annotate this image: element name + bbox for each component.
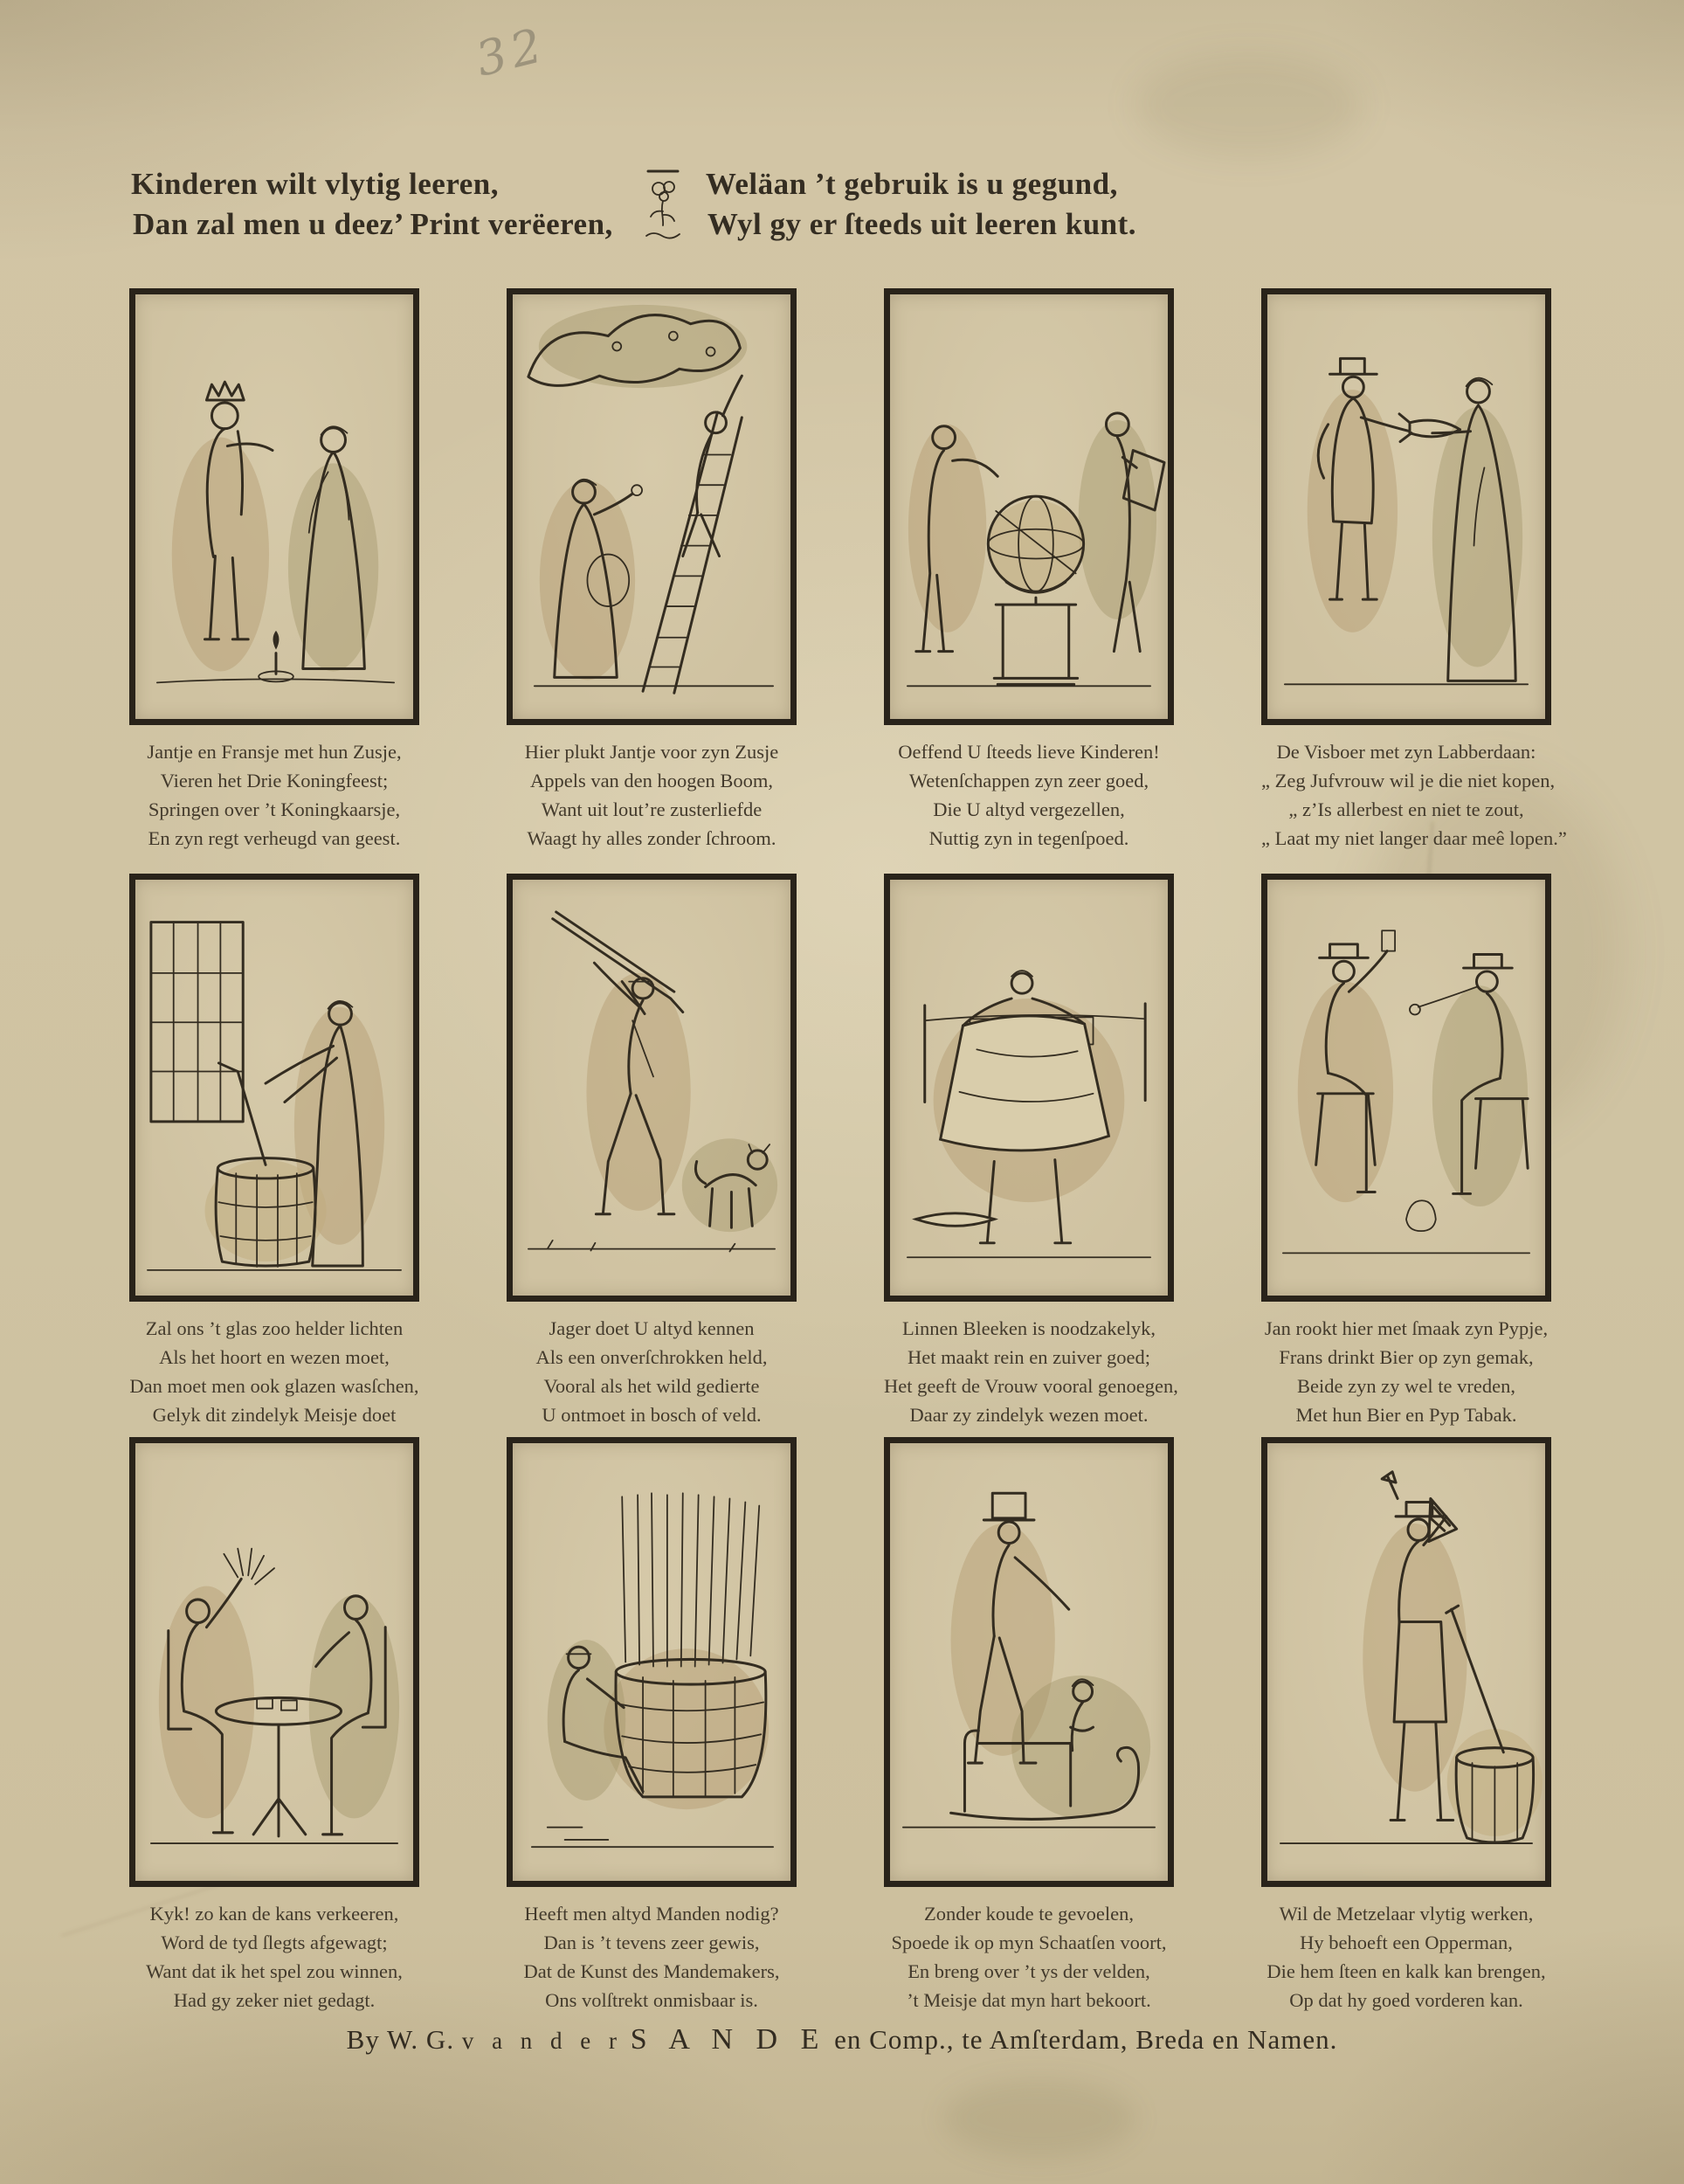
panel-cell-sleigh [884, 1437, 1174, 2015]
verse-bleaching [884, 1314, 1178, 1429]
panel-cell-globe [884, 288, 1174, 853]
verse-line: Spoede ik op myn Schaatſen voort, [891, 1932, 1167, 1953]
verse-line: Het maakt rein en zuiver goed; [907, 1346, 1150, 1368]
pencil-inventory-note: 32 [470, 17, 553, 87]
title-verse-right [706, 164, 1136, 245]
verse-globe [884, 737, 1174, 853]
panel-row-2 [129, 874, 1551, 1429]
panel-row-3 [129, 1437, 1551, 2015]
verse-line: ’t Meisje dat myn hart bekoort. [907, 1989, 1151, 2011]
verse-line: Wil de Metzelaar vlytig werken, [1279, 1903, 1534, 1925]
woodcut-linen-bleaching-scene [884, 874, 1174, 1302]
verse-line: Hy behoeft een Opperman, [1300, 1932, 1513, 1953]
publisher-imprint [0, 2023, 1684, 2056]
verse-line: Zonder koude te gevoelen, [924, 1903, 1134, 1925]
verse-line: Daar zy zindelyk wezen moet. [909, 1404, 1149, 1426]
paper-stain [1135, 52, 1363, 157]
verse-sleigh [884, 1899, 1174, 2015]
verse-line: Ons volſtrekt onmisbaar is. [545, 1989, 758, 2011]
verse-line: Waagt hy alles zonder ſchroom. [527, 827, 776, 849]
verse-basketmaker [507, 1899, 797, 2015]
panel-row-1 [129, 288, 1567, 853]
panel-cell-apples [507, 288, 797, 853]
verse-line: Vooral als het wild gedierte [543, 1375, 760, 1397]
verse-line: Word de tyd ſlegts afgewagt; [161, 1932, 388, 1953]
woodcut-globe-study-scene [884, 288, 1174, 725]
verse-line: Op dat hy goed vorderen kan. [1289, 1989, 1523, 2011]
verse-line: Springen over ’t Koningkaarsje, [148, 798, 401, 820]
verse-line: Jager doet U altyd kennen [549, 1317, 755, 1339]
verse-line: Die U altyd vergezellen, [933, 798, 1125, 820]
panel-cell-fishseller [1261, 288, 1567, 853]
verse-apples [507, 737, 797, 853]
verse-fishseller [1261, 737, 1567, 853]
verse-line: Frans drinkt Bier op zyn gemak, [1279, 1346, 1534, 1368]
verse-line: Kyk! zo kan de kans verkeeren, [149, 1903, 399, 1925]
verse-line: De Visboer met zyn Labberdaan: [1276, 741, 1536, 763]
verse-smokers [1261, 1314, 1551, 1429]
verse-line: Hier plukt Jantje voor zyn Zusje [524, 741, 779, 763]
verse-line: Had gy zeker niet gedagt. [173, 1989, 376, 2011]
title-right-line2: Wyl gy er ſteeds uit leeren kunt. [707, 207, 1137, 241]
verse-line: Dan is ’t tevens zeer gewis, [543, 1932, 760, 1953]
woodcut-card-game-scene [129, 1437, 419, 1887]
panel-cell-epiphany [129, 288, 419, 853]
panel-cell-hunter [507, 874, 797, 1429]
woodcut-sleigh-pushing-scene [884, 1437, 1174, 1887]
imprint-name: S A N D E [630, 2023, 827, 2056]
verse-line: Oeffend U ſteeds lieve Kinderen! [898, 741, 1160, 763]
verse-glasswash [129, 1314, 419, 1429]
imprint-rest: en Comp., te Amſterdam, Breda en Namen. [834, 2024, 1338, 2055]
verse-line: Het geeft de Vrouw vooral genoegen, [884, 1375, 1178, 1397]
woodcut-epiphany-scene [129, 288, 419, 725]
woodcut-fish-seller-scene [1261, 288, 1551, 725]
imprint-vander: v a n d e r [461, 2028, 624, 2054]
fleuron-flower-icon [643, 164, 683, 245]
verse-line: „ Zeg Jufvrouw wil je die niet kopen, [1261, 770, 1556, 791]
title-verse-left [131, 164, 613, 245]
verse-line: Beide zyn zy wel te vreden, [1297, 1375, 1515, 1397]
verse-hunter [507, 1314, 797, 1429]
panel-cell-bleaching [884, 874, 1178, 1429]
panel-cell-mason [1261, 1437, 1551, 2015]
verse-line: Jan rookt hier met ſmaak zyn Pypje, [1264, 1317, 1549, 1339]
woodcut-basket-maker-scene [507, 1437, 797, 1887]
title-header [131, 164, 1563, 245]
verse-line: Linnen Bleeken is noodzakelyk, [902, 1317, 1156, 1339]
paper-stain [943, 2079, 1135, 2158]
verse-line: Heeft men altyd Manden nodig? [524, 1903, 779, 1925]
verse-line: Die hem ſteen en kalk kan brengen, [1266, 1960, 1546, 1982]
title-right-line1: Weläan ’t gebruik is u gegund, [705, 167, 1118, 201]
verse-line: Vieren het Drie Koningfeest; [160, 770, 389, 791]
panel-cell-smokers [1261, 874, 1551, 1429]
verse-line: En zyn regt verheugd van geest. [148, 827, 401, 849]
verse-line: „ z’Is allerbest en niet te zout, [1288, 798, 1524, 820]
verse-line: Want dat ik het spel zou winnen, [146, 1960, 403, 1982]
verse-line: Gelyk dit zindelyk Meisje doet [152, 1404, 397, 1426]
verse-cards [129, 1899, 419, 2015]
verse-mason [1261, 1899, 1551, 2015]
panel-cell-basketmaker [507, 1437, 797, 2015]
title-left-line2: Dan zal men u deez’ Print verëeren, [133, 207, 613, 241]
verse-line: Zal ons ’t glas zoo helder lichten [145, 1317, 404, 1339]
panel-cell-glasswash [129, 874, 419, 1429]
woodcut-apple-picking-scene [507, 288, 797, 725]
verse-line: En breng over ’t ys der velden, [908, 1960, 1150, 1982]
verse-line: Als het hoort en wezen moet, [159, 1346, 390, 1368]
verse-line: Want uit lout’re zusterliefde [541, 798, 763, 820]
verse-line: Jantje en Fransje met hun Zusje, [147, 741, 402, 763]
panel-cell-cards [129, 1437, 419, 2015]
title-left-line1: Kinderen wilt vlytig leeren, [131, 167, 499, 201]
verse-line: Als een onverſchrokken held, [535, 1346, 768, 1368]
verse-line: U ontmoet in bosch of veld. [542, 1404, 762, 1426]
woodcut-glass-washing-scene [129, 874, 419, 1302]
verse-line: Appels van den hoogen Boom, [529, 770, 774, 791]
verse-line: Nuttig zyn in tegenſpoed. [928, 827, 1129, 849]
woodcut-mason-scene [1261, 1437, 1551, 1887]
imprint-by: By W. G. [346, 2024, 455, 2055]
verse-line: Dat de Kunst des Mandemakers, [523, 1960, 780, 1982]
verse-line: „ Laat my niet langer daar meê lopen.” [1261, 827, 1567, 849]
woodcut-smoking-drinking-scene [1261, 874, 1551, 1302]
verse-line: Dan moet men ook glazen wasſchen, [129, 1375, 419, 1397]
verse-line: Wetenſchappen zyn zeer goed, [908, 770, 1149, 791]
verse-epiphany [129, 737, 419, 853]
verse-line: Met hun Bier en Pyp Tabak. [1295, 1404, 1517, 1426]
woodcut-hunter-scene [507, 874, 797, 1302]
